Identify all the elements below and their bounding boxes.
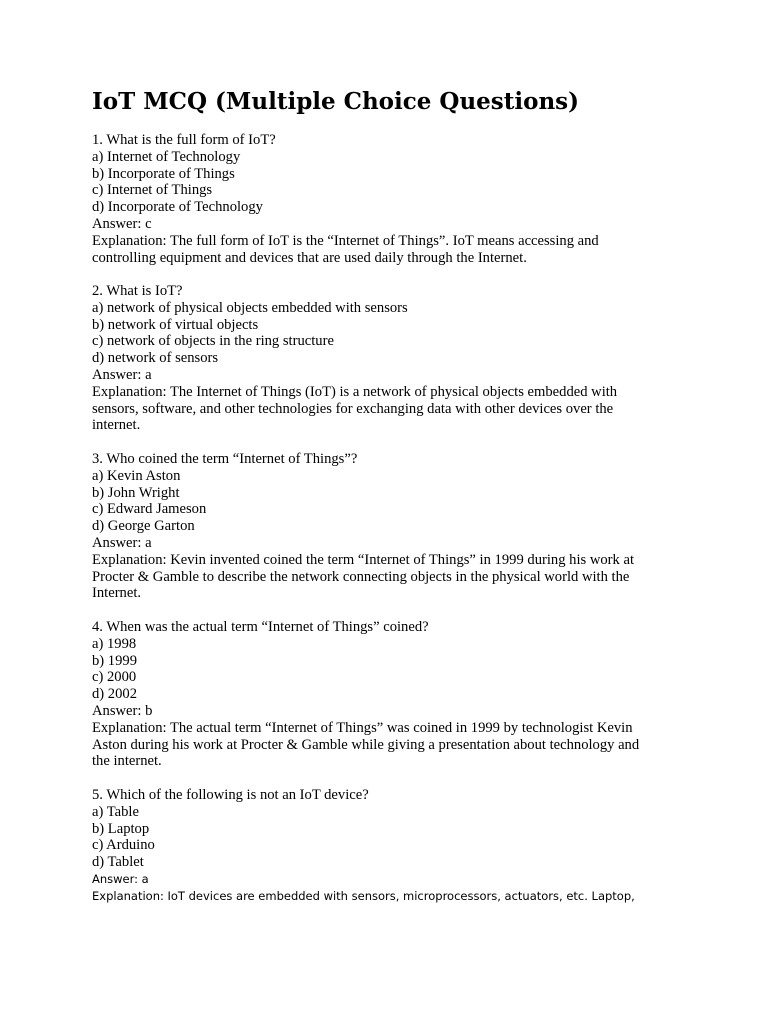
option-b: b) Incorporate of Things [92,165,235,182]
option-b: b) John Wright [92,484,180,501]
question-block-4 [92,619,692,770]
question-block-5 [92,787,692,905]
option-b: b) 1999 [92,652,137,669]
question-text: 4. When was the actual term “Internet of Things” coined? [92,619,429,635]
explanation-line: Explanation: The Internet of Things (IoT) is a network of physical objects embedded with [92,383,618,400]
option-d: d) Tablet [92,854,144,871]
option-b: b) Laptop [92,820,150,837]
option-d: d) Incorporate of Technology [92,199,263,216]
option-d: d) George Garton [92,518,195,535]
option-d: d) network of sensors [92,350,219,367]
explanation-line: controlling equipment and devices that are used daily through the Internet. [92,249,527,266]
option-c: c) 2000 [92,669,137,686]
option-c: c) Internet of Things [92,182,213,199]
explanation-line: the internet. [92,753,162,770]
option-c: c) Edward Jameson [92,501,207,518]
page-title: IoT MCQ (Multiple Choice Questions) [92,88,579,115]
option-a: a) Table [92,803,139,820]
explanation-line: Aston during his work at Procter & Gamble while giving a presentation about technology and [92,736,640,753]
option-c: c) network of objects in the ring structure [92,333,334,350]
explanation-line: Explanation: IoT devices are embedded with sensors, microprocessors, actuators, etc. Laptop, [92,888,635,903]
option-a: a) 1998 [92,635,137,652]
explanation-line: internet. [92,417,141,434]
option-a: a) network of physical objects embedded with sensors [92,299,408,316]
answer-text: Answer: a [92,871,149,886]
explanation-line: Procter & Gamble to describe the network connecting objects in the physical world with the [92,568,630,585]
answer-text: Answer: c [92,215,152,232]
question-block-1 [92,132,692,266]
explanation-line: Explanation: The actual term “Internet of Things” was coined in 1999 by technologist Kevin [92,719,633,736]
question-block-2 [92,283,692,434]
question-text: 3. Who coined the term “Internet of Things”? [92,451,358,467]
option-c: c) Arduino [92,837,155,854]
question-block-3 [92,451,692,602]
explanation-line: Explanation: Kevin invented coined the term “Internet of Things” in 1999 during his work at [92,551,634,568]
question-text: 5. Which of the following is not an IoT device? [92,787,369,803]
answer-text: Answer: b [92,702,153,719]
option-d: d) 2002 [92,686,137,703]
question-text: 2. What is IoT? [92,283,183,299]
option-b: b) network of virtual objects [92,316,259,333]
option-a: a) Internet of Technology [92,148,241,165]
explanation-line: Internet. [92,585,142,602]
explanation-line: sensors, software, and other technologies for exchanging data with other devices over the [92,400,614,417]
answer-text: Answer: a [92,366,152,383]
option-a: a) Kevin Aston [92,467,181,484]
question-text: 1. What is the full form of IoT? [92,132,276,148]
explanation-line: Explanation: The full form of IoT is the “Internet of Things”. IoT means accessing and [92,232,599,249]
answer-text: Answer: a [92,534,152,551]
